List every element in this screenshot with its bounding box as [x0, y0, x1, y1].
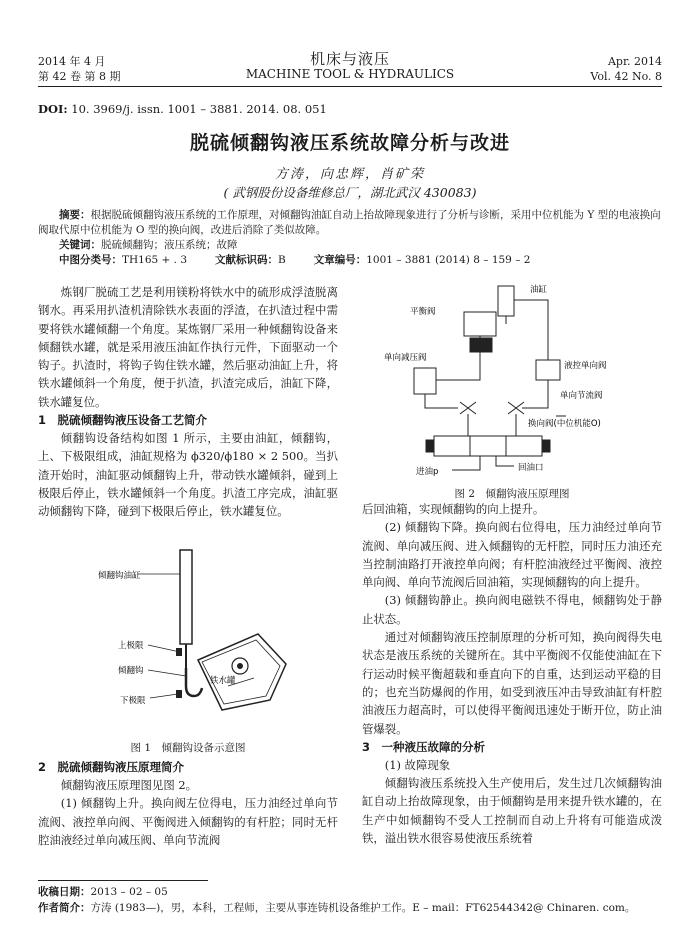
section-1-paragraph: 倾翻钩设备结构如图 1 所示，主要由油缸，倾翻钩，上、下极限组成，油缸规格为 ϕ320/ϕ180 × 2 500。当扒渣开始时，油缸驱动倾翻钩上升，带动铁水罐倾斜，碰到上极限后停止，铁水罐倾斜一个角度。扒渣工序完成，油缸驱动倾翻钩下降，碰到下极限后停止，铁水罐复位。 [38, 431, 338, 519]
header-volume-en: Vol. 42 No. 8 [590, 70, 662, 83]
solenoid-left [426, 440, 434, 452]
paper-affiliation: ( 武钢股份设备维修总厂，湖北武汉 430083) [223, 185, 477, 200]
section-1-heading: 1 脱硫倾翻钩液压设备工艺简介 [38, 413, 207, 428]
left-column [38, 283, 338, 521]
lower-limit-leader [150, 694, 178, 698]
paper-title: 脱硫倾翻钩液压系统故障分析与改进 [189, 132, 510, 154]
doc-code-value: B [278, 254, 286, 266]
pressure-reducing-valve [414, 368, 436, 394]
clc-value: TH165 + . 3 [122, 254, 188, 266]
fig2-label-directional: 换向阀(中位机能O) [528, 419, 601, 429]
keywords-text: 脱硫倾翻钩；液压系统；故障 [101, 239, 238, 251]
fig1-label-hook: 倾翻钩 [118, 666, 144, 676]
header-date [38, 54, 120, 84]
section-2-intro: 倾翻钩液压原理图见图 2。 [60, 778, 197, 792]
line-c [425, 394, 458, 408]
fig2-label-reducing-valve: 单向减压阀 [384, 353, 427, 363]
journal-name [200, 52, 500, 82]
section-2-item-1: (1) 倾翻钩上升。换向阀左位得电，压力油经过单向节流阀、液控单向阀、平衡阀进入倾翻钩的有杆腔；同时无杆腔油液经过单向减压阀、单向节流阀 [38, 796, 338, 847]
received-label: 收稿日期： [38, 886, 91, 898]
directional-valve-center [470, 436, 506, 456]
upper-limit-leader [148, 645, 180, 652]
directional-valve-left [434, 436, 470, 456]
journal-name-en: MACHINE TOOL & HYDRAULICS [245, 67, 455, 81]
analysis-paragraph: 通过对倾翻钩液压控制原理的分析可知，换向阀得失电状态是液压系统的关键所在。其中平衡阀不仅能使油缸在下行运动时候平衡超载和垂直向下的自重，达到运动平稳的目的；也充当防爆阀的作用，如受到液压冲击导致油缸有杆腔油液压力超高时，可以使得平衡阀迅速处于断开位，防止油管爆裂。 [362, 630, 662, 736]
directional-valve-right [506, 436, 542, 456]
section-2-item-2: (2) 倾翻钩下降。换向阀右位得电，压力油经过单向节流阀、单向减压阀、进入倾翻钩的无杆腔，同时压力油还充当控制油路打开液控单向阀；有杆腔油液经过平衡阀、液控单向阀、单向节流阀后回油箱，实现倾翻钩的向上提升。 [362, 520, 662, 590]
doi-value: 10. 3969/j. issn. 1001 – 3881. 2014. 08. 051 [67, 102, 327, 116]
fig2-label-inlet: 进油p [416, 467, 439, 477]
header-date-cn: 2014 年 4 月 [38, 55, 106, 68]
pilot-check-valve [536, 360, 560, 380]
figure-2-caption: 图 2 倾翻钩液压原理图 [454, 488, 570, 500]
abstract-block [38, 208, 662, 268]
section-3-heading: 3 一种液压故障的分析 [362, 739, 486, 754]
solenoid-right [542, 440, 550, 452]
doi-line [38, 102, 327, 116]
section-2-heading: 2 脱硫倾翻钩液压原理简介 [38, 760, 185, 774]
fault-paragraph: 倾翻钩液压系统投入生产使用后，发生过几次倾翻钩油缸自动上抬故障现象，由于倾翻钩是用来提升铁水罐的，在生产中如倾翻钩不受人工控制而自动上升将有可能造成泼铁，溢出铁水很容易使液压系统着 [362, 776, 662, 846]
hook-shape [186, 668, 202, 696]
fig2-label-balance-valve: 平衡阀 [410, 307, 436, 317]
section-2-item-1-cont: 后回油箱，实现倾翻钩的向上提升。 [362, 502, 545, 516]
footnote [38, 884, 662, 916]
keywords-label: 关键词： [59, 239, 101, 251]
lower-limit-switch [176, 690, 182, 698]
figure-2-schematic [380, 280, 630, 480]
fig2-label-return: 回油口 [518, 463, 544, 473]
subsection-fault-phenomenon: (1) 故障现象 [384, 757, 451, 772]
figure-1-caption: 图 1 倾翻钩设备示意图 [130, 742, 246, 754]
section-2-item-3: (3) 倾翻钩静止。换向阀电磁铁不得电，倾翻钩处于静止状态。 [362, 593, 662, 626]
doc-code-label: 文献标识码： [215, 254, 279, 266]
fig2-label-cylinder: 油缸 [530, 285, 548, 295]
abstract-text: 根据脱硫倾翻钩液压系统的工作原理，对倾翻钩油缸自动上抬故障现象进行了分析与诊断，采用中位机能为 Y 型的电液换向阀取代原中位机能为 O 型的换向阀，改进后消除了类似故障。 [38, 209, 661, 236]
fig1-label-upper-limit: 上极限 [118, 641, 144, 651]
journal-name-cn: 机床与液压 [309, 50, 390, 68]
paper-authors: 方涛，向忠辉，肖矿荣 [274, 167, 425, 182]
left-column-lower [38, 758, 338, 849]
balance-valve-block [470, 338, 492, 352]
abstract-label: 摘要： [59, 209, 91, 221]
intro-paragraph: 炼钢厂脱硫工艺是利用镁粉将铁水中的硫形成浮渣脱离钢水。再采用扒渣机清除铁水表面的浮渣，在扒渣过程中需要将铁水罐倾翻一个角度。某炼钢厂采用一种倾翻钩设备来倾翻铁水罐，就是采用液压油缸作执行元件，下面驱动一个钩子。扒渣时，将钩子钩住铁水罐，然后驱动油缸上升，将铁水罐倾斜一个角度，便于扒渣，扒渣完成后，油缸下降，铁水罐复位。 [38, 285, 338, 409]
hook-leader [148, 670, 186, 676]
classification-line [38, 253, 662, 268]
line-d [522, 380, 548, 408]
fig1-label-lower-limit: 下极限 [120, 696, 146, 706]
received-line [38, 884, 662, 900]
author-bio-label: 作者简介： [38, 902, 91, 914]
cylinder-symbol [498, 286, 514, 316]
abstract-paragraph [38, 208, 662, 238]
inlet-line [452, 456, 480, 470]
footnote-rule [38, 880, 208, 881]
header-date-en: Apr. 2014 [607, 55, 662, 68]
clc-label: 中图分类号： [59, 254, 122, 266]
throttle-valve-left [460, 402, 476, 414]
return-line [496, 456, 514, 466]
article-no-label: 文章编号： [313, 254, 367, 266]
header-rule [38, 86, 662, 87]
received-date: 2013 – 02 – 05 [90, 886, 168, 898]
figure-1-diagram [90, 548, 300, 726]
author-bio: 方涛 (1983—)，男，本科，工程师，主要从事连铸机设备维护工作。E – mail：FT62544342@ Chinaren. com。 [90, 902, 636, 914]
article-no-value: 1001 – 3881 (2014) 8 – 159 – 2 [366, 254, 531, 266]
keywords-line [38, 238, 662, 253]
fig1-label-cylinder: 倾翻钩油缸 [98, 571, 141, 581]
header-volume-cn: 第 42 卷 第 8 期 [38, 70, 121, 83]
throttle-valve-right [508, 402, 524, 414]
cylinder-body [180, 550, 192, 644]
fig1-label-ladle: 铁水罐 [210, 676, 236, 686]
ladle-body [198, 634, 286, 710]
fig2-label-throttle: 单向节流阀 [560, 391, 603, 401]
fig2-label-pilot-check: 液控单向阀 [564, 361, 607, 371]
upper-limit-switch [176, 648, 182, 656]
right-column [362, 500, 662, 847]
doi-label: DOI: [38, 102, 68, 116]
author-bio-line [38, 900, 662, 916]
header-issue [590, 54, 662, 84]
balance-valve [464, 312, 496, 336]
